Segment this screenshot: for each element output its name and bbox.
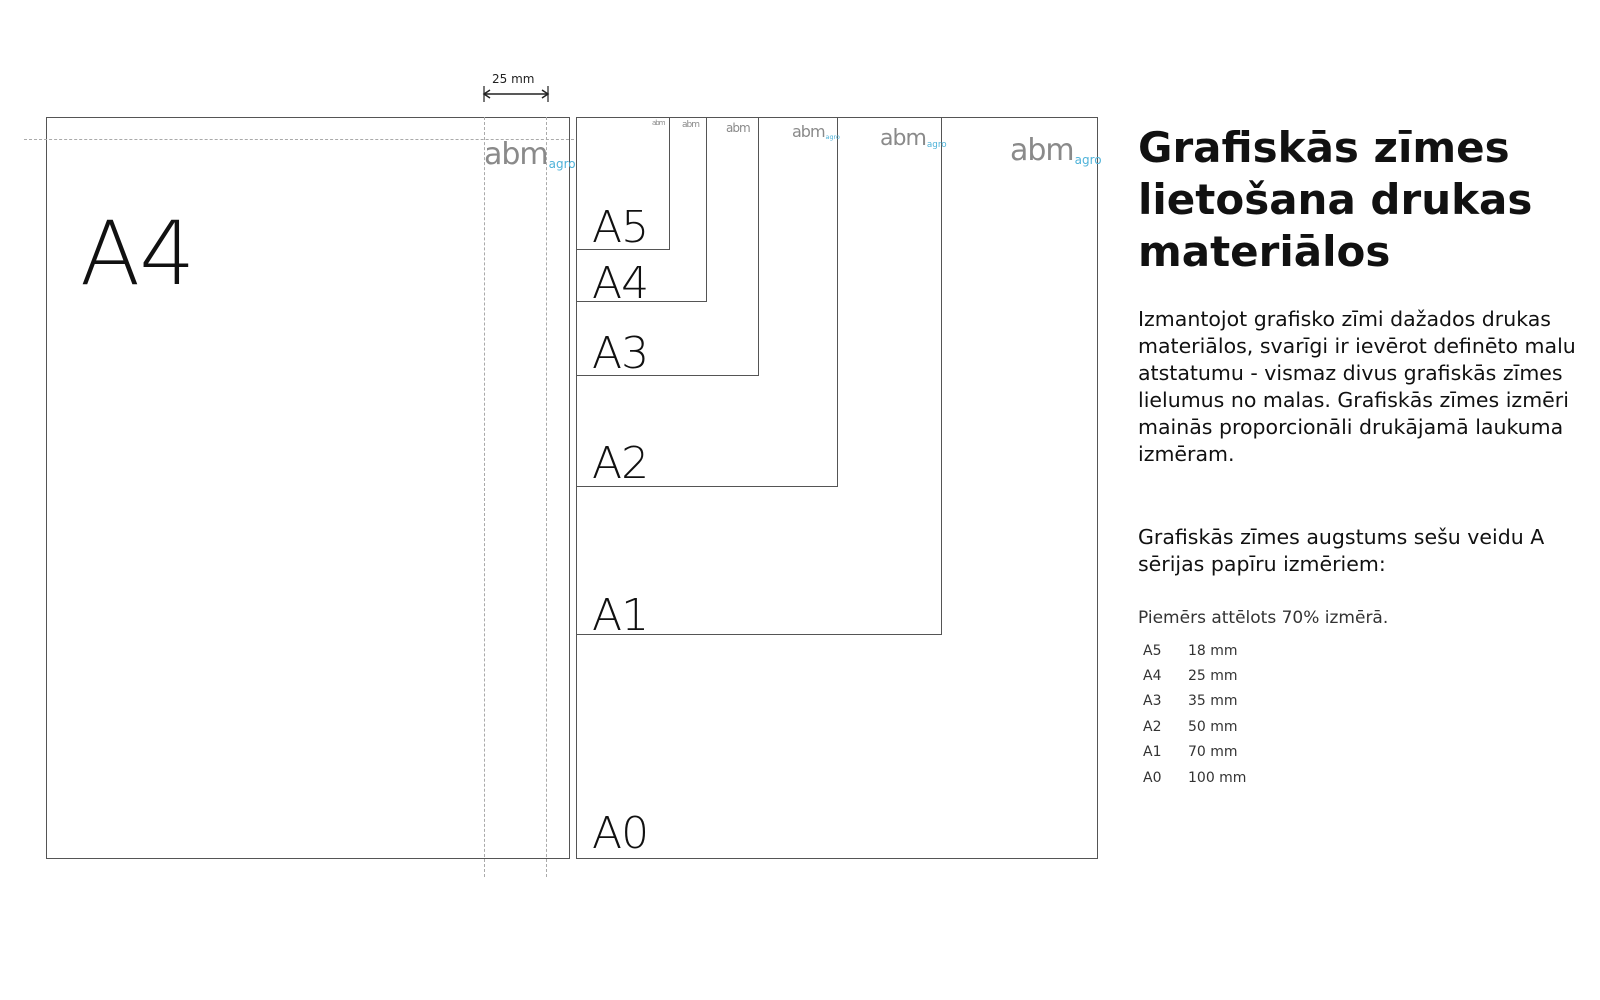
example-a4-logo (484, 137, 576, 172)
height-cell: 25 mm (1188, 668, 1238, 685)
dimension-label: 25 mm (492, 72, 535, 86)
margin-guide-horizontal (24, 139, 584, 140)
sheet-a0-label: A0 (592, 808, 649, 859)
table-row (1143, 663, 1246, 688)
description-paragraph: Izmantojot grafisko zīmi dažados drukas materiālos, svarīgi ir ievērot definēto malu atstatumu - vismaz divus grafiskās zīmes lielumus no malas. Grafiskās zīmes izmēri mainās proporcionāli drukājamā laukuma izmēram. (1138, 307, 1576, 466)
logo-subtext: agro (825, 132, 840, 141)
scale-note: Piemērs attēlots 70% izmērā. (1138, 608, 1389, 628)
sheet-a2-label: A2 (592, 438, 649, 489)
height-cell: 50 mm (1188, 718, 1238, 735)
logo-text: abm (726, 121, 750, 135)
logo-subtext: agro (926, 140, 947, 151)
format-cell: A1 (1143, 744, 1162, 761)
sheet-a1-label: A1 (592, 590, 649, 641)
logo-size-table (1143, 638, 1246, 790)
page-title: Grafiskās zīmes lietošana drukas materiālos (1138, 123, 1533, 276)
table-row (1143, 740, 1246, 765)
table-row (1143, 714, 1246, 739)
logo-text: abm (682, 120, 699, 130)
example-a4-label: A4 (80, 202, 195, 305)
logo-text: abm (652, 119, 665, 127)
logo-text: abm (484, 137, 548, 172)
logo-text: abm (1010, 133, 1074, 168)
margin-guide-vertical-inner (546, 117, 547, 877)
format-cell: A0 (1143, 769, 1162, 786)
sheet-a4-logo (682, 121, 699, 130)
dimension-arrow (478, 84, 554, 104)
height-cell: 35 mm (1188, 693, 1238, 710)
format-cell: A5 (1143, 642, 1162, 659)
format-cell: A4 (1143, 668, 1162, 685)
height-cell: 18 mm (1188, 642, 1238, 659)
table-row (1143, 689, 1246, 714)
sheet-a5-label: A5 (592, 202, 649, 253)
height-cell: 70 mm (1188, 744, 1238, 761)
sheet-a5-logo (652, 120, 665, 127)
sheet-a0-logo (1010, 133, 1102, 168)
sheet-a1-logo (880, 128, 947, 150)
logo-subtext: agro (548, 157, 576, 171)
logo-text: abm (880, 126, 926, 151)
table-row (1143, 638, 1246, 663)
logo-text: abm (792, 122, 825, 141)
table-row (1143, 765, 1246, 790)
logo-subtext: agro (1074, 153, 1102, 167)
format-cell: A3 (1143, 693, 1162, 710)
margin-guide-vertical-outer (484, 117, 485, 877)
sizes-intro: Grafiskās zīmes augstums sešu veidu A sērijas papīru izmēriem: (1138, 525, 1545, 576)
sheet-a3-label: A3 (592, 328, 649, 379)
sheet-a3-logo (726, 122, 750, 134)
sheet-a4-label: A4 (592, 258, 649, 309)
sheet-a2-logo (792, 124, 840, 140)
format-cell: A2 (1143, 718, 1162, 735)
height-cell: 100 mm (1188, 769, 1247, 786)
